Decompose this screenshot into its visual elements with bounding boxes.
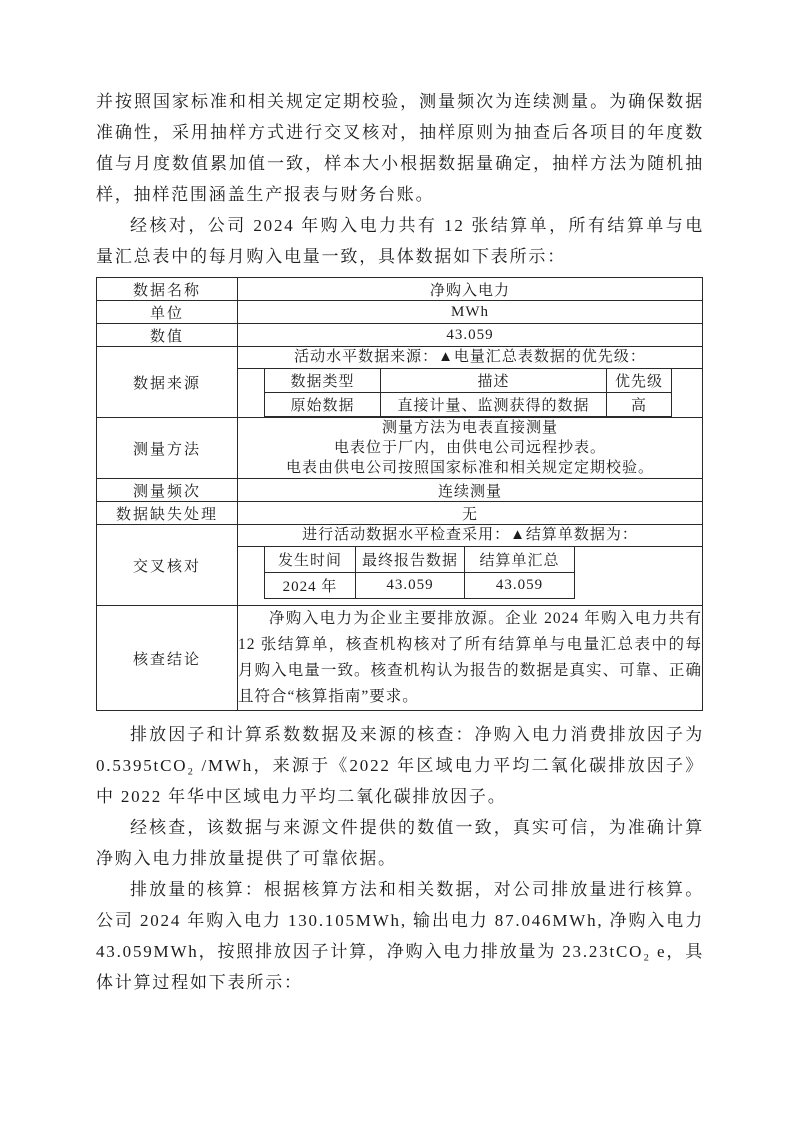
row-data-name-label: 数据名称	[97, 278, 238, 301]
measurement-method-line: 电表由供电公司按照国家标准和相关规定定期校验。	[285, 460, 654, 476]
data-source-type-value: 原始数据	[265, 393, 381, 417]
measurement-method-cell	[238, 418, 703, 479]
paragraph-factor-verification: 经核查，该数据与来源文件提供的数值一致，真实可信，为准确计算净购入电力排放量提供了可靠依据。	[96, 818, 704, 868]
paragraph-emission-calculation: 排放量的核算：根据核算方法和相关数据，对公司排放量进行核算。公司 2024 年购入电力 130.105MWh, 输出电力 87.046MWh, 净购入电力 43.059MWh，按照排放因子计算，净购入电力排放量为 23.23tCO₂ e，具体计算过程如下表所示：	[96, 880, 704, 992]
row-data-source-label: 数据来源	[97, 347, 238, 418]
row-value-value: 43.059	[238, 324, 703, 347]
row-unit-label: 单位	[97, 301, 238, 324]
row-data-source	[97, 347, 703, 418]
row-unit-value: MWh	[238, 301, 703, 324]
cross-check-col-time: 发生时间	[265, 547, 356, 573]
cross-check-cell	[238, 525, 703, 606]
cross-check-inner-table	[264, 546, 575, 599]
cross-check-header: 进行活动数据水平检查采用：▲结算单数据为：	[238, 525, 702, 547]
row-measurement-frequency	[97, 479, 703, 502]
data-source-inner-table	[264, 368, 672, 417]
cross-check-col-settlement: 结算单汇总	[465, 547, 575, 573]
row-conclusion	[97, 606, 703, 711]
data-source-desc-value: 直接计量、监测获得的数据	[381, 393, 607, 417]
row-measurement-frequency-value: 连续测量	[238, 479, 703, 502]
data-source-header: 活动水平数据来源：▲电量汇总表数据的优先级：	[238, 347, 702, 369]
cross-check-inner-header-row	[265, 547, 575, 573]
row-data-name	[97, 278, 703, 301]
data-source-cell	[238, 347, 703, 418]
data-source-inner-header-row	[265, 369, 672, 393]
cross-check-time-value: 2024 年	[265, 573, 356, 599]
row-data-name-value: 净购入电力	[238, 278, 703, 301]
row-measurement-method	[97, 418, 703, 479]
data-source-col-type: 数据类型	[265, 369, 381, 393]
cross-check-report-value: 43.059	[356, 573, 465, 599]
row-value-label: 数值	[97, 324, 238, 347]
row-cross-check-label: 交叉核对	[97, 525, 238, 606]
row-missing-data-label: 数据缺失处理	[97, 502, 238, 525]
data-source-priority-value: 高	[607, 393, 672, 417]
row-measurement-frequency-label: 测量频次	[97, 479, 238, 502]
row-missing-data-value: 无	[238, 502, 703, 525]
row-unit	[97, 301, 703, 324]
data-source-inner-data-row	[265, 393, 672, 417]
row-cross-check	[97, 525, 703, 606]
conclusion-text: 净购入电力为企业主要排放源。企业 2024 年购入电力共有 12 张结算单，核查机构核对了所有结算单与电量汇总表中的每月购入电量一致。核查机构认为报告的数据是真实、可靠、正确且符合“核算指南”要求。	[238, 606, 703, 711]
verification-data-table	[96, 277, 703, 711]
data-source-col-priority: 优先级	[607, 369, 672, 393]
paragraph-settlement-intro: 经核对，公司 2024 年购入电力共有 12 张结算单，所有结算单与电量汇总表中的每月购入电量一致，具体数据如下表所示：	[96, 216, 704, 266]
cross-check-settlement-value: 43.059	[465, 573, 575, 599]
row-missing-data	[97, 502, 703, 525]
cross-check-col-report: 最终报告数据	[356, 547, 465, 573]
cross-check-inner-data-row	[265, 573, 575, 599]
data-source-col-desc: 描述	[381, 369, 607, 393]
row-measurement-method-label: 测量方法	[97, 418, 238, 479]
row-conclusion-label: 核查结论	[97, 606, 238, 711]
paragraph-emission-factor: 排放因子和计算系数数据及来源的核查：净购入电力消费排放因子为 0.5395tCO₂ /MWh，来源于《2022 年区域电力平均二氧化碳排放因子》中 2022 年华中区域电力平均二氧化碳排放因子。	[96, 725, 704, 806]
measurement-method-line: 电表位于厂内，由供电公司远程抄表。	[333, 440, 606, 456]
paragraph-calibration-sampling: 并按照国家标准和相关规定定期校验，测量频次为连续测量。为确保数据准确性，采用抽样方式进行交叉核对，抽样原则为抽查后各项目的年度数值与月度数值累加值一致，样本大小根据数据量确定，抽样方法为随机抽样，抽样范围涵盖生产报表与财务台账。	[96, 92, 704, 204]
row-value	[97, 324, 703, 347]
measurement-method-line: 测量方法为电表直接测量	[381, 420, 558, 436]
